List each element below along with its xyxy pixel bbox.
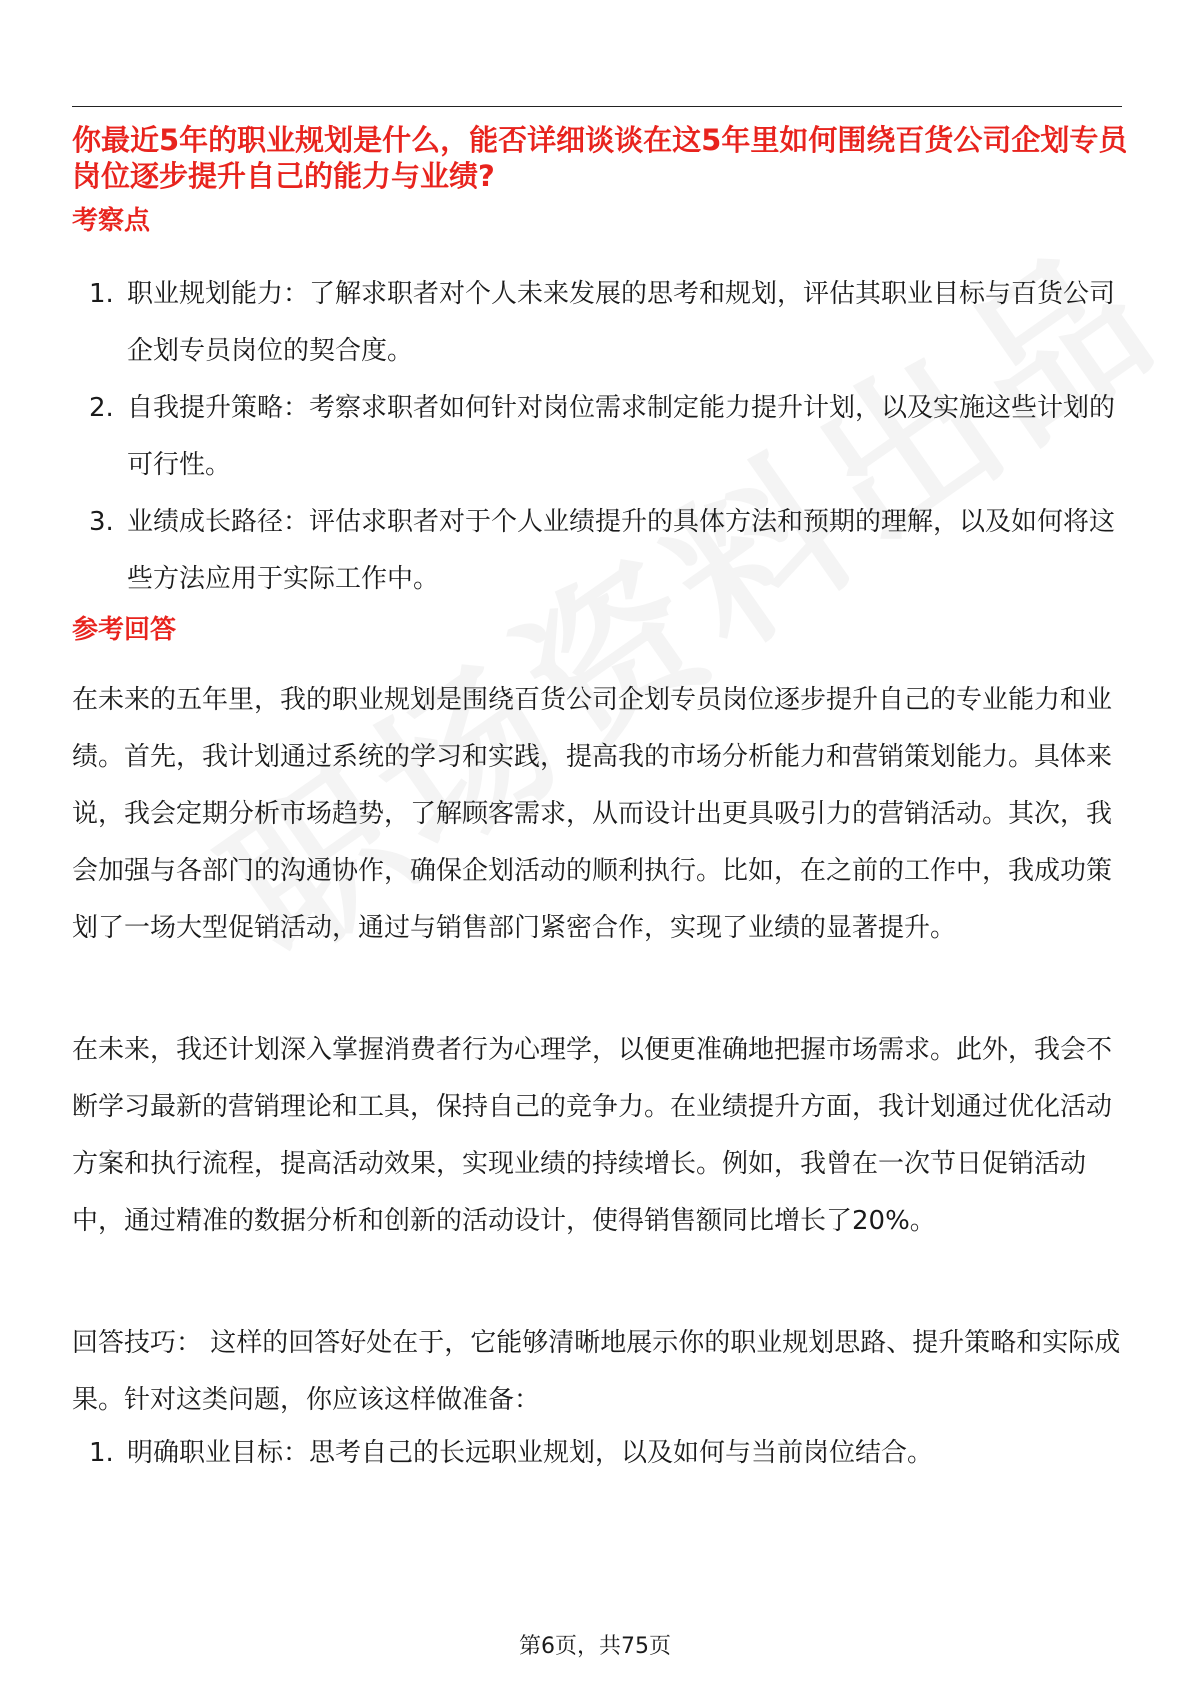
tips-intro-paragraph: 回答技巧： 这样的回答好处在于，它能够清晰地展示你的职业规划思路、提升策略和实际成果。针对这类问题，你应该这样做准备： — [72, 1328, 1121, 1415]
list-number: 1. — [89, 279, 114, 309]
section-title-answer: 参考回答 — [72, 615, 177, 645]
tips-list — [72, 1425, 1132, 1482]
list-item — [72, 266, 1132, 380]
list-number: 1. — [89, 1438, 114, 1468]
list-item-text: 职业规划能力：了解求职者对个人未来发展的思考和规划，评估其职业目标与百货公司企划专员岗位的契合度。 — [127, 279, 1116, 366]
list-item — [72, 494, 1132, 608]
list-item-text: 业绩成长路径：评估求职者对于个人业绩提升的具体方法和预期的理解，以及如何将这些方法应用于实际工作中。 — [127, 507, 1116, 594]
header-rule — [72, 106, 1122, 107]
question-heading: 你最近5年的职业规划是什么，能否详细谈谈在这5年里如何围绕百货公司企划专员岗位逐步提升自己的能力与业绩? — [72, 123, 1128, 193]
section-title-points: 考察点 — [72, 206, 151, 236]
list-item — [72, 1425, 1132, 1482]
list-item-text: 明确职业目标：思考自己的长远职业规划，以及如何与当前岗位结合。 — [127, 1438, 934, 1468]
list-item-text: 自我提升策略：考察求职者如何针对岗位需求制定能力提升计划，以及实施这些计划的可行性。 — [127, 393, 1116, 480]
answer-paragraph: 在未来，我还计划深入掌握消费者行为心理学，以便更准确地把握市场需求。此外，我会不断学习最新的营销理论和工具，保持自己的竞争力。在业绩提升方面，我计划通过优化活动方案和执行流程，提高活动效果，实现业绩的持续增长。例如，我曾在一次节日促销活动中，通过精准的数据分析和创新的活动设计，使得销售额同比增长了20%。 — [72, 1035, 1113, 1236]
page-footer: 第6页，共75页 — [519, 1634, 671, 1659]
list-number: 3. — [89, 507, 114, 537]
answer-paragraph: 在未来的五年里，我的职业规划是围绕百货公司企划专员岗位逐步提升自己的专业能力和业绩。首先，我计划通过系统的学习和实践，提高我的市场分析能力和营销策划能力。具体来说，我会定期分析市场趋势，了解顾客需求，从而设计出更具吸引力的营销活动。其次，我会加强与各部门的沟通协作，确保企划活动的顺利执行。比如，在之前的工作中，我成功策划了一场大型促销活动，通过与销售部门紧密合作，实现了业绩的显著提升。 — [72, 685, 1113, 943]
list-number: 2. — [89, 393, 114, 423]
points-list — [72, 266, 1132, 608]
list-item — [72, 380, 1132, 494]
